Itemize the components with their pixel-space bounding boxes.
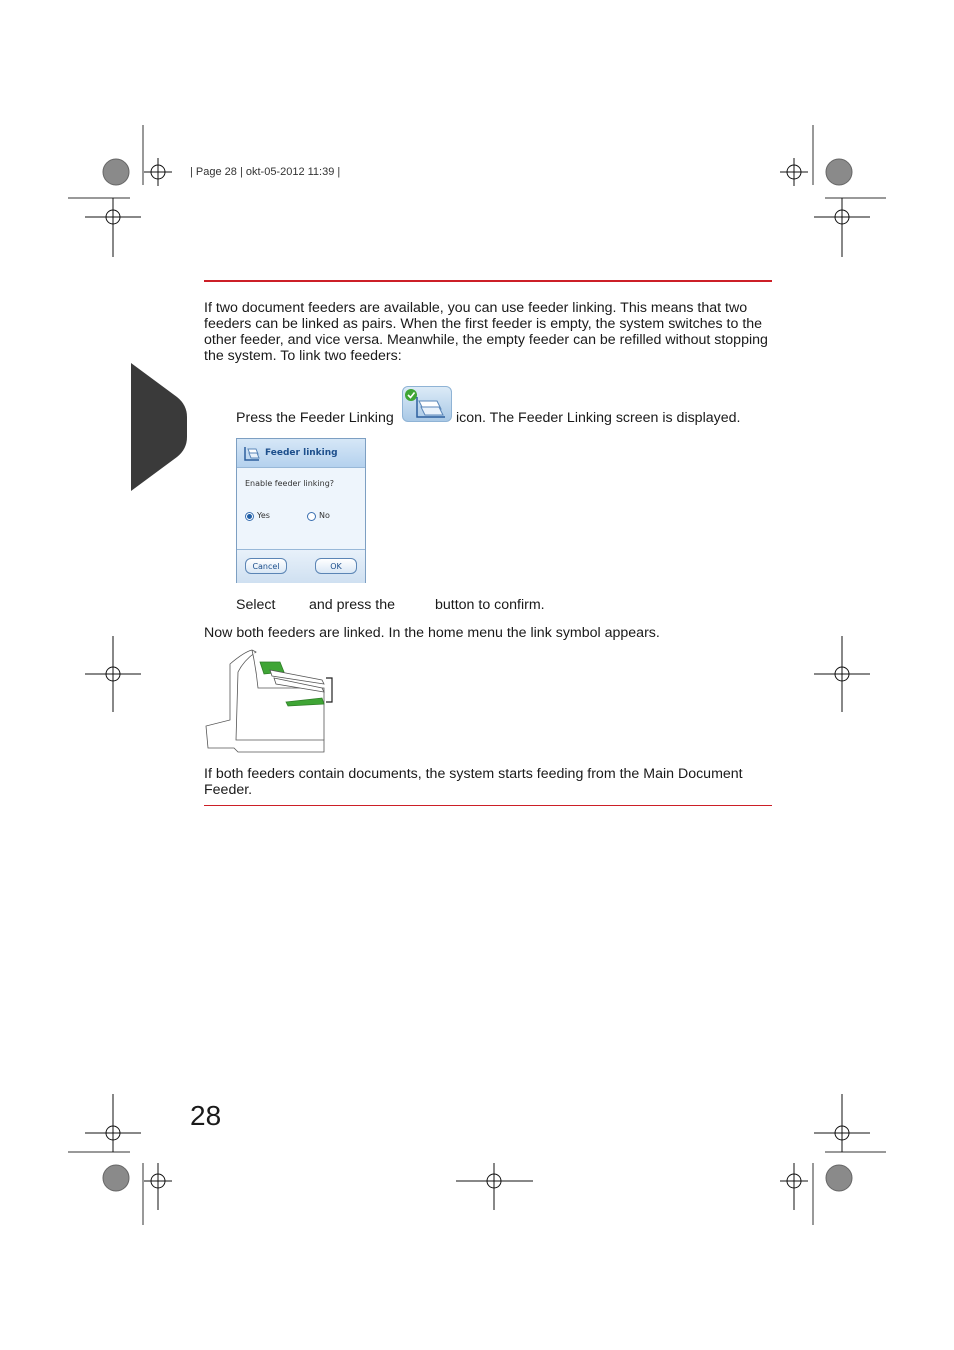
registration-mark-icon bbox=[814, 1094, 870, 1152]
feeder-icon bbox=[243, 444, 261, 462]
registration-mark-icon bbox=[780, 158, 808, 186]
feeder-linking-screen bbox=[236, 438, 366, 583]
cancel-button[interactable]: Cancel bbox=[245, 558, 287, 574]
registration-dot-icon bbox=[826, 1165, 852, 1191]
screen-titlebar bbox=[237, 439, 365, 468]
no-radio[interactable] bbox=[307, 512, 316, 521]
yes-radio[interactable] bbox=[245, 512, 254, 521]
registration-mark-icon bbox=[144, 158, 172, 186]
registration-mark-icon bbox=[780, 1163, 808, 1210]
registration-mark-icon bbox=[814, 198, 870, 257]
screen-title: Feeder linking bbox=[265, 448, 338, 458]
yes-label: Yes bbox=[257, 511, 270, 520]
registration-mark-icon bbox=[814, 636, 870, 712]
section-rule-bottom bbox=[204, 805, 772, 806]
feeder-illustration bbox=[204, 648, 336, 756]
step1-after-text: icon. The Feeder Linking screen is displayed. bbox=[456, 410, 741, 426]
print-slug: | Page 28 | okt-05-2012 11:39 | bbox=[190, 166, 341, 178]
section-rule-top bbox=[204, 280, 772, 282]
registration-mark-icon bbox=[85, 198, 141, 257]
step2-press-text: and press the bbox=[309, 597, 395, 613]
registration-dot-icon bbox=[826, 159, 852, 185]
registration-dot-icon bbox=[103, 159, 129, 185]
step1-before-text: Press the Feeder Linking bbox=[236, 410, 394, 426]
registration-mark-icon bbox=[85, 636, 141, 712]
registration-mark-icon bbox=[85, 1094, 141, 1152]
registration-mark-icon bbox=[144, 1163, 172, 1210]
step2-confirm-text: button to confirm. bbox=[435, 597, 545, 613]
step2-select-text: Select bbox=[236, 597, 276, 613]
intro-paragraph: If two document feeders are available, you can use feeder linking. This means that two feeders can be linked as pairs. When the first feeder is empty, the system switches to the other feeder, and vice versa. Meanwhile, the empty feeder can be refilled without stopping the system. To link two feeders: bbox=[204, 300, 768, 364]
feeder-linking-icon bbox=[402, 386, 452, 422]
registration-mark-icon bbox=[456, 1163, 533, 1210]
screen-footer bbox=[237, 549, 365, 583]
chapter-tab bbox=[131, 363, 189, 491]
registration-dot-icon bbox=[103, 1165, 129, 1191]
page-number: 28 bbox=[190, 1100, 222, 1131]
no-label: No bbox=[319, 511, 330, 520]
both-feeders-paragraph: If both feeders contain documents, the system starts feeding from the Main Document Feeder. bbox=[204, 766, 743, 798]
screen-question: Enable feeder linking? bbox=[245, 479, 335, 488]
ok-button[interactable]: OK bbox=[315, 558, 357, 574]
linked-paragraph: Now both feeders are linked. In the home menu the link symbol appears. bbox=[204, 625, 660, 641]
